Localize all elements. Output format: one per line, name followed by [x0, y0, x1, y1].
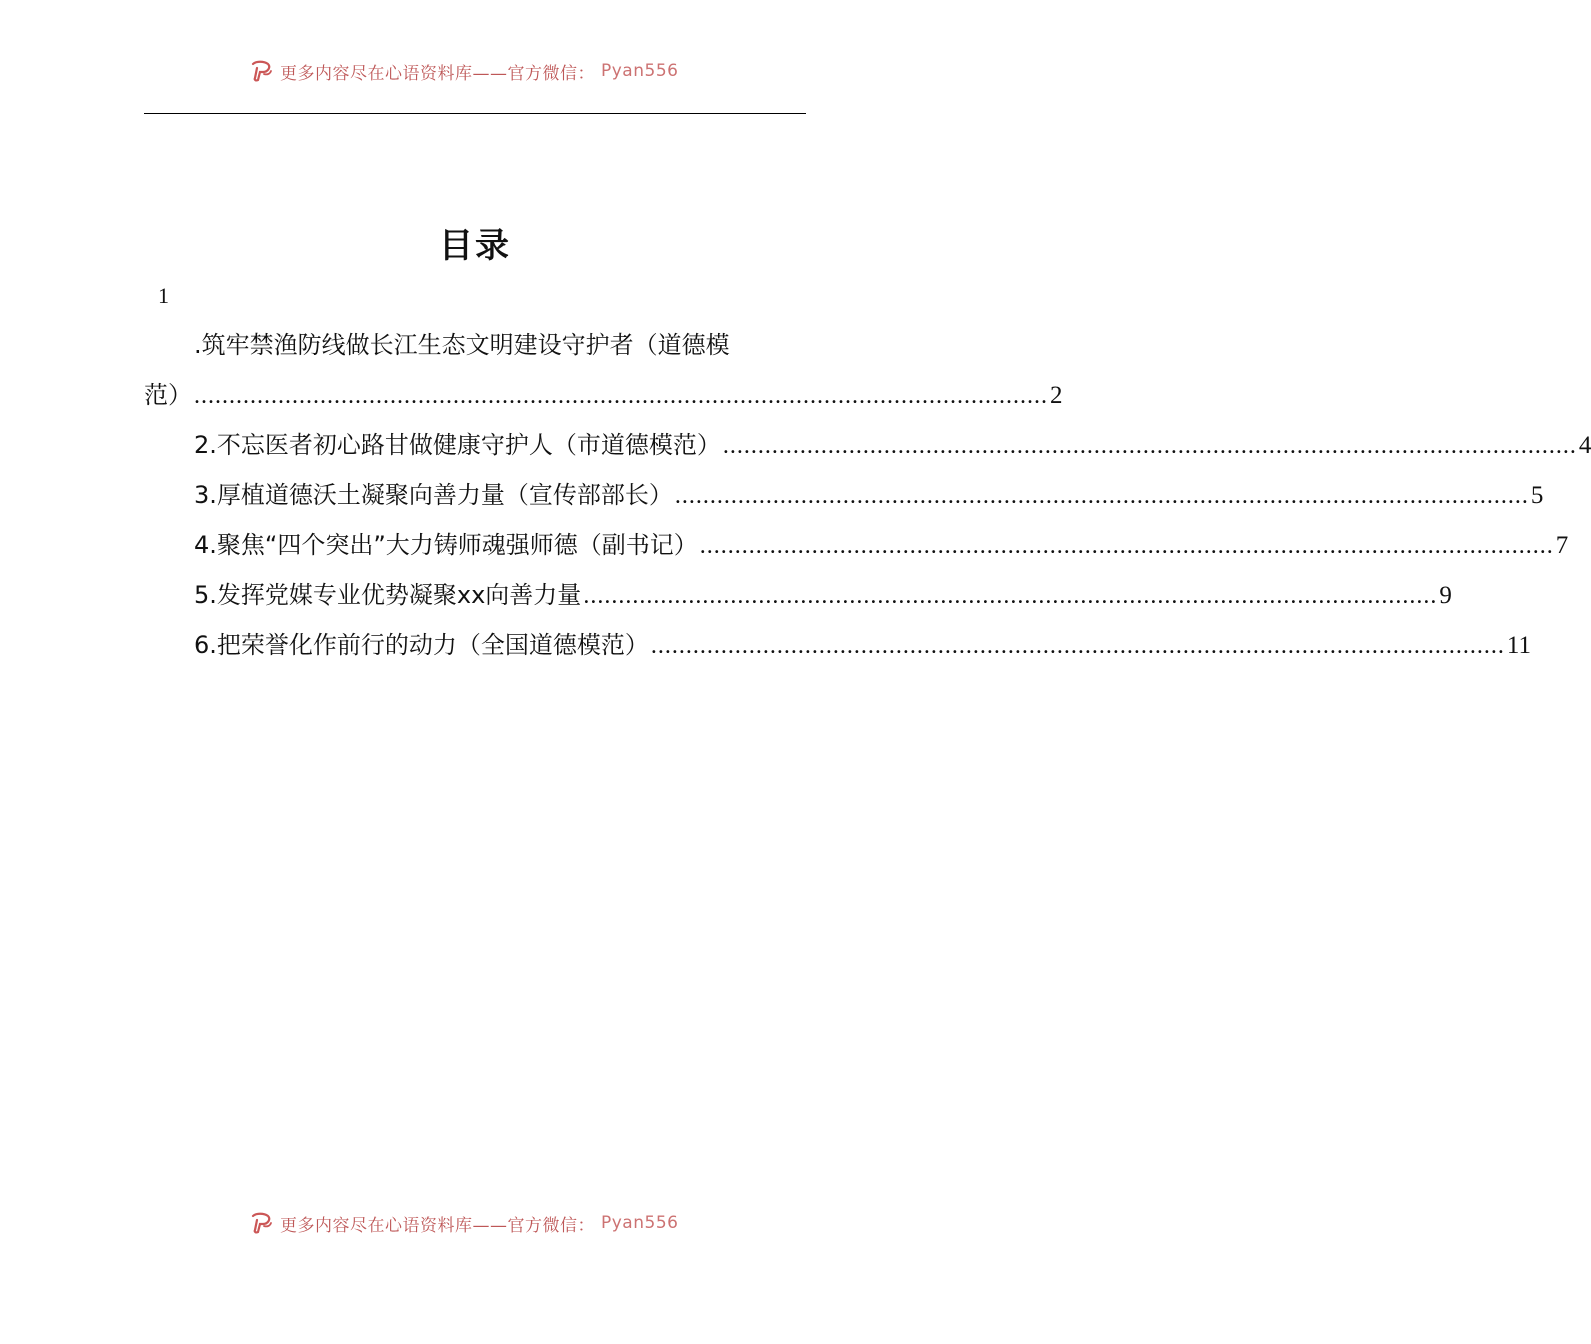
toc-entry-title: 5.发挥党媒专业优势凝聚xx向善力量: [194, 581, 582, 609]
watermark-text: 更多内容尽在心语资料库——官方微信：: [280, 63, 595, 84]
toc-entry-title: 4.聚焦“四个突出”大力铸师魂强师德（副书记）: [194, 531, 698, 559]
toc-entry-page: 5: [1530, 482, 1544, 509]
toc-entry-title: .筑牢禁渔防线做长江生态文明建设守护者（道德模: [194, 331, 730, 359]
toc-entry-6[interactable]: [194, 628, 1531, 662]
dot-leader: ..........................................................................................................................: [722, 433, 1577, 459]
toc-entry-4[interactable]: [194, 528, 1569, 562]
toc-entry-page: 2: [1050, 382, 1063, 409]
logo-icon: [250, 60, 274, 82]
toc-first-number: 1: [158, 283, 169, 308]
toc-entry-title: 2.不忘医者初心路甘做健康守护人（市道德模范）: [194, 431, 721, 459]
dot-leader: ..........................................................................................................................: [583, 583, 1438, 609]
toc-entry-title: 6.把荣誉化作前行的动力（全国道德模范）: [194, 631, 649, 659]
dot-leader: ..........................................................................................................................: [650, 633, 1505, 659]
toc-entry-title: 范）: [144, 381, 192, 409]
toc-title: 目录: [439, 226, 511, 266]
header-divider: [144, 113, 806, 114]
toc-entry-1-line1[interactable]: [194, 328, 806, 362]
dot-leader: ..........................................................................................................................: [194, 383, 1048, 409]
toc-entry-3[interactable]: [194, 478, 1544, 512]
toc-entry-2[interactable]: [194, 428, 1591, 462]
watermark-id: Pyan556: [601, 1213, 679, 1233]
toc-entry-title: 3.厚植道德沃土凝聚向善力量（宣传部部长）: [194, 481, 673, 509]
watermark-text: 更多内容尽在心语资料库——官方微信：: [280, 1215, 595, 1236]
dot-leader: ..........................................................................................................................: [674, 483, 1529, 509]
toc-entry-5[interactable]: [194, 578, 1452, 612]
toc-entry-1-line2[interactable]: [144, 378, 1063, 412]
logo-icon: [250, 1212, 274, 1234]
toc-entry-page: 4: [1578, 432, 1591, 459]
footer-watermark: [250, 1210, 770, 1236]
header-watermark: [250, 58, 770, 84]
dot-leader: ..........................................................................................................................: [699, 533, 1554, 559]
watermark-id: Pyan556: [601, 61, 679, 81]
toc-entry-page: 9: [1439, 582, 1452, 609]
toc-entry-page: 11: [1506, 632, 1531, 659]
toc-entry-page: 7: [1555, 532, 1569, 559]
